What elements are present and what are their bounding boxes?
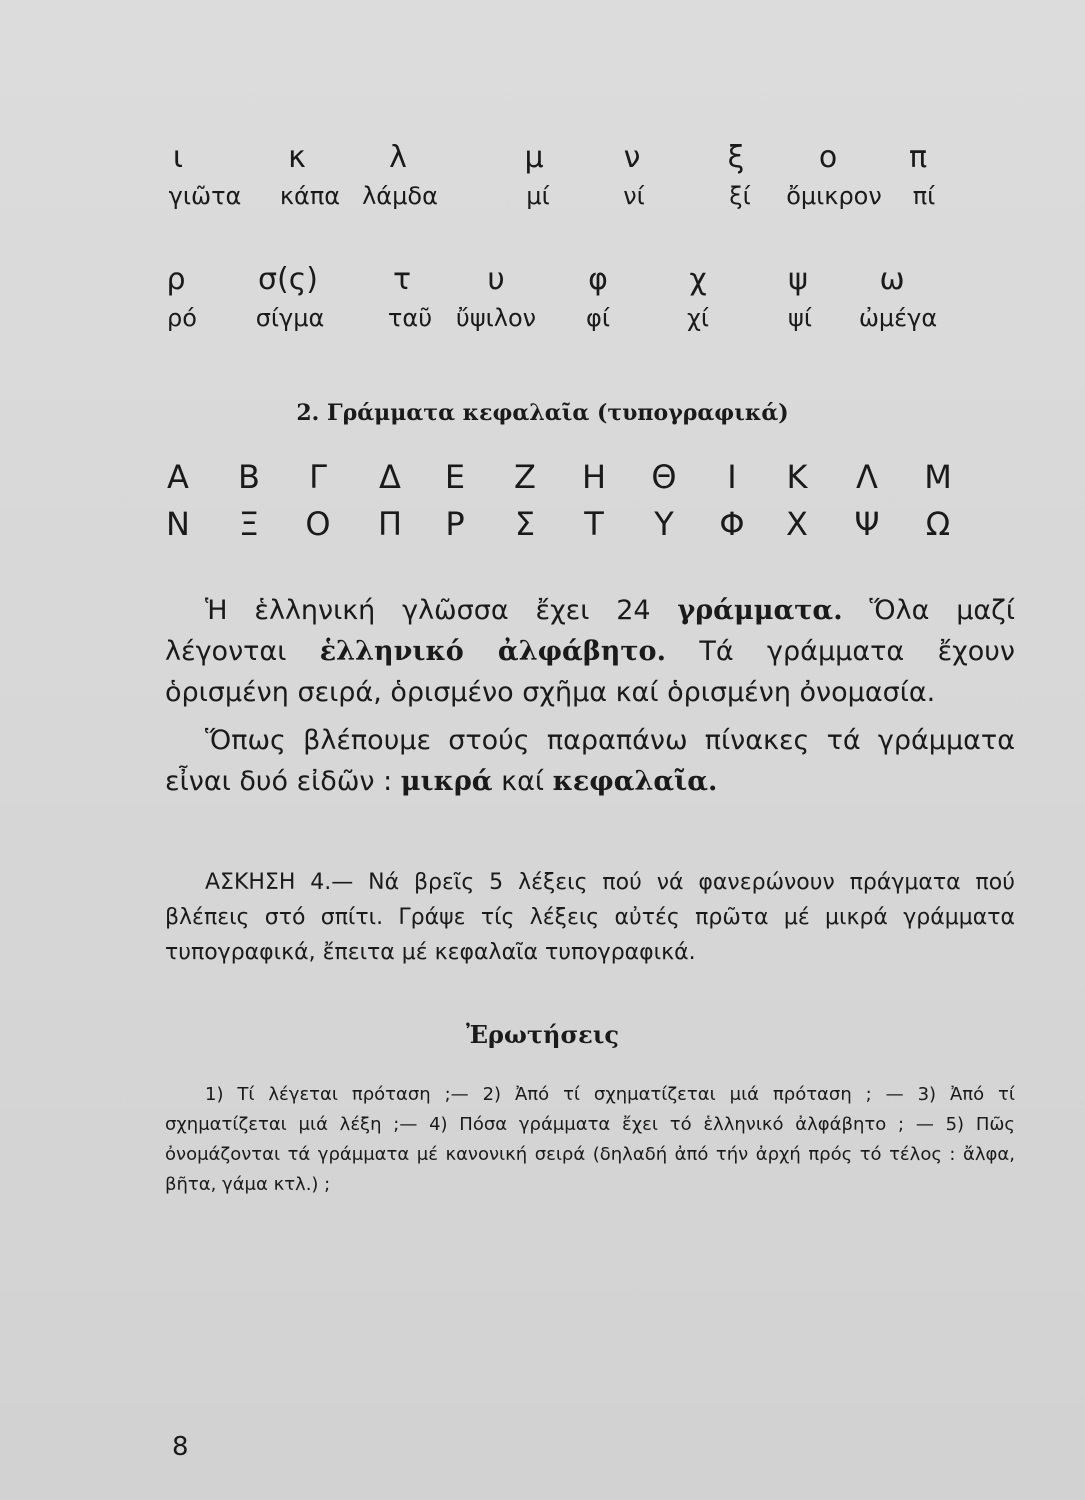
text: Ἡ ἑλληνική γλῶσσα ἔχει 24 — [205, 595, 678, 626]
letter-upsilon: υ — [487, 262, 505, 297]
letter-phi: φ — [588, 262, 608, 297]
capital-letter: Ε — [444, 458, 466, 496]
capital-letter: Γ — [309, 458, 327, 496]
name-xi: ξί — [729, 182, 751, 210]
bold-term: ἑλληνικό ἀλφάβητο. — [319, 636, 666, 667]
capital-letter: Υ — [654, 505, 674, 543]
name-iota: γιῶτα — [168, 182, 242, 210]
capital-letter: Λ — [856, 458, 878, 496]
name-tau: ταῦ — [387, 304, 433, 332]
text: Ὅλα μαζί λέγονται — [165, 595, 1016, 667]
capital-letter: Μ — [924, 458, 952, 496]
text: καί — [492, 766, 553, 797]
letter-xi: ξ — [727, 140, 745, 175]
capital-letter: Ρ — [445, 505, 465, 543]
paragraph-alphabet — [165, 590, 1015, 713]
capital-letter: Η — [581, 458, 607, 496]
letter-sigma: σ(ς) — [257, 262, 319, 297]
letter-omega: ω — [879, 262, 905, 297]
letter-kappa: κ — [288, 140, 306, 175]
capital-letter: Ο — [305, 505, 331, 543]
bold-term: μικρά — [400, 766, 493, 797]
name-lambda: λάμδα — [362, 182, 438, 210]
capital-letter: Ξ — [238, 505, 260, 543]
letter-tau: τ — [392, 262, 412, 297]
letter-iota: ι — [172, 140, 184, 175]
letter-mu: μ — [524, 140, 544, 175]
capital-letter: Κ — [786, 458, 808, 496]
letter-chi: χ — [689, 262, 707, 297]
name-phi: φί — [586, 304, 610, 332]
page-number: 8 — [172, 1432, 189, 1462]
name-omega: ὠμέγα — [858, 304, 938, 332]
name-chi: χί — [687, 304, 709, 332]
name-pi: πί — [912, 182, 936, 210]
letter-nu: ν — [623, 140, 641, 175]
capital-letter: Ψ — [854, 505, 880, 543]
capital-letter: Π — [377, 505, 403, 543]
bold-term: γράμματα. — [677, 595, 843, 626]
capital-letter: Ζ — [514, 458, 536, 496]
capital-letter: Ω — [925, 505, 951, 543]
capital-letter: Ι — [727, 458, 737, 496]
bold-term: κεφαλαῖα. — [552, 766, 718, 797]
name-psi: ψί — [788, 304, 812, 332]
capital-letter: Σ — [514, 505, 536, 543]
name-sigma: σίγμα — [255, 304, 325, 332]
capital-letter: Ν — [166, 505, 190, 543]
letter-rho: ρ — [166, 262, 186, 297]
paragraph-letter-kinds — [165, 720, 1015, 802]
capital-letter: Θ — [651, 458, 677, 496]
letter-psi: ψ — [788, 262, 808, 297]
capital-letter: Χ — [786, 505, 808, 543]
name-upsilon: ὔψιλον — [455, 304, 537, 332]
section-heading: 2. Γράμματα κεφαλαῖα (τυπογραφικά) — [296, 400, 789, 426]
questions-list: 1) Τί λέγεται πρόταση ;— 2) Ἀπό τί σχηματίζεται μιά πρόταση ; — 3) Ἀπό τί σχηματίζεται μιά λέξη ;— 4) Πόσα γράμματα ἔχει τό ἑλληνικό ἀλφάβητο ; — 5) Πῶς ὀνομάζονται τά γράμματα μέ κανονική σειρά (δηλαδή ἀπό τήν ἀρχή πρός τό τέλος : ἄλφα, βῆτα, γάμα κτλ.) ; — [165, 1084, 1015, 1195]
name-mu: μί — [526, 182, 550, 210]
capital-letter: Α — [167, 458, 189, 496]
text: Ὅπως βλέπουμε στούς παραπάνω πίνακες τά γράμματα εἶναι δυό εἰδῶν : — [165, 725, 1015, 797]
name-rho: ρό — [167, 304, 197, 332]
capital-letter: Δ — [379, 458, 401, 496]
name-kappa: κάπα — [279, 182, 341, 210]
letter-omicron: ο — [818, 140, 838, 175]
name-nu: νί — [623, 182, 645, 210]
letter-lambda: λ — [389, 140, 407, 175]
capital-letter: Φ — [719, 505, 745, 543]
exercise-4: ΑΣΚΗΣΗ 4.— Νά βρεῖς 5 λέξεις πού νά φανερώνουν πράγματα πού βλέπεις στό σπίτι. Γράψε τίς λέξεις αὐτές πρῶτα μέ μικρά γράμματα τυπογραφικά, ἔπειτα μέ κεφαλαῖα τυπογραφικά. — [165, 870, 1015, 965]
capital-letter: Τ — [584, 505, 604, 543]
text: Τά γράμματα ἔχουν ὁρισμένη σειρά, ὁρισμένο σχῆμα καί ὁρισμένη ὀνομασία. — [165, 636, 1015, 708]
name-omicron: ὄμικρον — [786, 182, 882, 210]
questions-heading: Ἐρωτήσεις — [466, 1020, 619, 1049]
letter-pi: π — [908, 140, 928, 175]
capital-letter: Β — [238, 458, 260, 496]
